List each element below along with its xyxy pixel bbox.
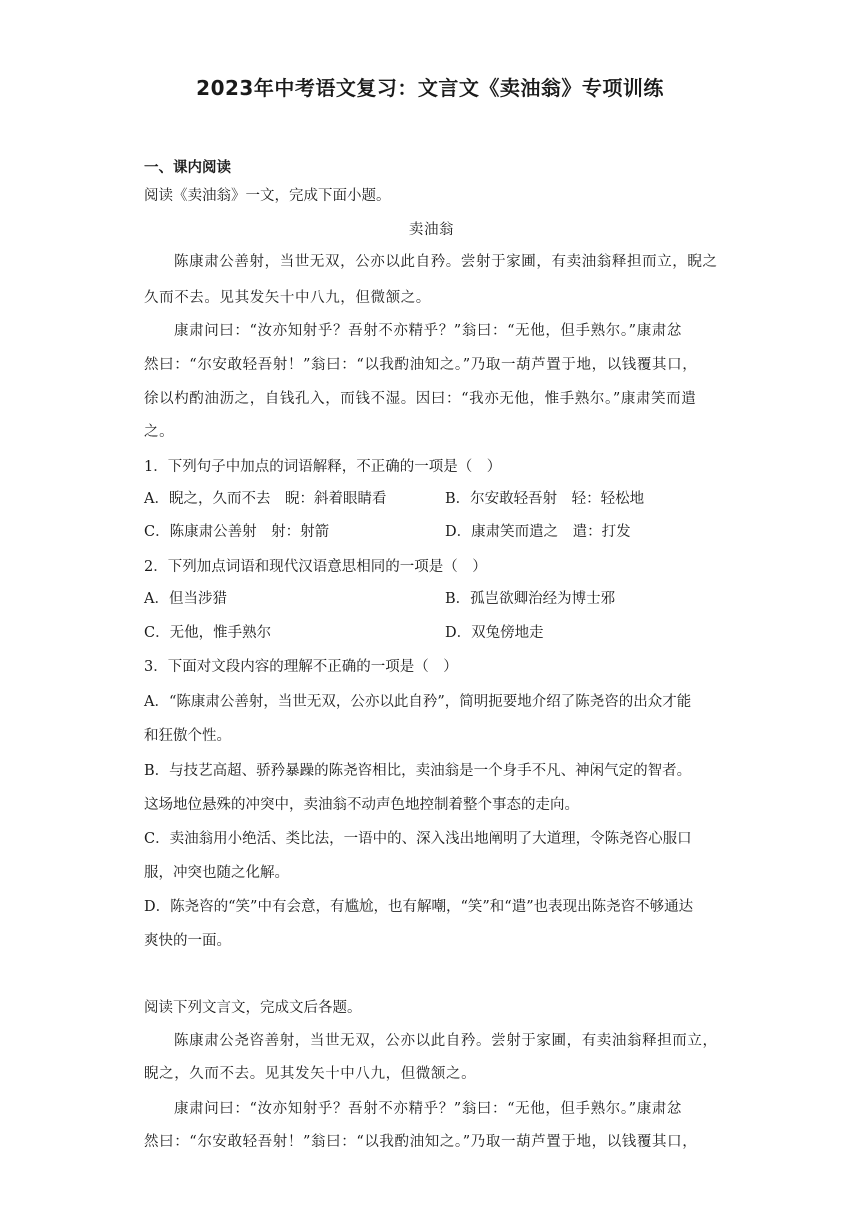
question-stem-2: 2．下列加点词语和现代汉语意思相同的一项是（ ） — [144, 559, 487, 575]
section2-instruction: 阅读下列文言文，完成文后各题。 — [144, 1000, 362, 1016]
passage-line: 久而不去。见其发矢十中八九，但微颔之。 — [144, 290, 431, 306]
option-1a: A．睨之，久而不去 睨：斜着眼睛看 — [144, 491, 387, 507]
option-1b: B．尔安敢轻吾射 轻：轻松地 — [445, 491, 645, 507]
option-line: B．与技艺高超、骄矜暴躁的陈尧咨相比，卖油翁是一个身手不凡、神闲气定的智者。 — [144, 763, 692, 779]
passage-line: 睨之，久而不去。见其发矢十中八九，但微颔之。 — [144, 1066, 477, 1082]
option-1c: C．陈康肃公善射 射：射箭 — [144, 524, 330, 540]
option-line: 爽快的一面。 — [144, 933, 231, 949]
passage-line: 徐以杓酌油沥之，自钱孔入，而钱不湿。因曰：“我亦无他，惟手熟尔。”康肃笑而遣 — [144, 391, 697, 407]
option-line: D．陈尧咨的“笑”中有会意，有尴尬，也有解嘲，“笑”和“遣”也表现出陈尧咨不够通达 — [144, 899, 694, 915]
passage-line: 然曰：“尔安敢轻吾射！”翁曰：“以我酌油知之。”乃取一葫芦置于地，以钱覆其口， — [144, 357, 698, 373]
option-line: 服，冲突也随之化解。 — [144, 865, 289, 881]
passage-line: 康肃问曰：“汝亦知射乎？吾射不亦精乎？”翁曰：“无他，但手熟尔。”康肃忿 — [174, 323, 682, 339]
passage-line: 然曰：“尔安敢轻吾射！”翁曰：“以我酌油知之。”乃取一葫芦置于地，以钱覆其口， — [144, 1134, 698, 1150]
option-line: A．“陈康肃公善射，当世无双，公亦以此自矜”，简明扼要地介绍了陈尧咨的出众才能 — [144, 694, 692, 710]
option-2a: A．但当涉猎 — [144, 591, 227, 607]
question-stem-3: 3．下面对文段内容的理解不正确的一项是（ ） — [144, 659, 458, 675]
option-line: C．卖油翁用小绝活、类比法，一语中的、深入浅出地阐明了大道理，令陈尧咨心服口 — [144, 831, 692, 847]
passage-line: 陈康肃公善射，当世无双，公亦以此自矜。尝射于家圃，有卖油翁释担而立，睨之 — [174, 254, 718, 270]
passage-line: 康肃问曰：“汝亦知射乎？吾射不亦精乎？”翁曰：“无他，但手熟尔。”康肃忿 — [174, 1101, 682, 1117]
section-instruction: 阅读《卖油翁》一文，完成下面小题。 — [144, 188, 391, 204]
section-heading: 一、课内阅读 — [144, 160, 231, 176]
passage-title: 卖油翁 — [408, 222, 455, 238]
document-title: 2023年中考语文复习：文言文《卖油翁》专项训练 — [196, 76, 664, 100]
option-1d: D．康肃笑而遣之 遣：打发 — [445, 524, 631, 540]
passage-line: 之。 — [144, 424, 175, 440]
option-2b: B．孤岂欲卿治经为博士邪 — [445, 591, 616, 607]
option-2c: C．无他，惟手熟尔 — [144, 625, 272, 641]
question-stem-1: 1．下列句子中加点的词语解释，不正确的一项是（ ） — [144, 459, 502, 475]
passage-line: 陈康肃公尧咨善射，当世无双，公亦以此自矜。尝射于家圃，有卖油翁释担而立， — [174, 1033, 718, 1049]
option-2d: D．双兔傍地走 — [445, 625, 544, 641]
option-line: 这场地位悬殊的冲突中，卖油翁不动声色地控制着整个事态的走向。 — [144, 797, 579, 813]
option-line: 和狂傲个性。 — [144, 728, 231, 744]
